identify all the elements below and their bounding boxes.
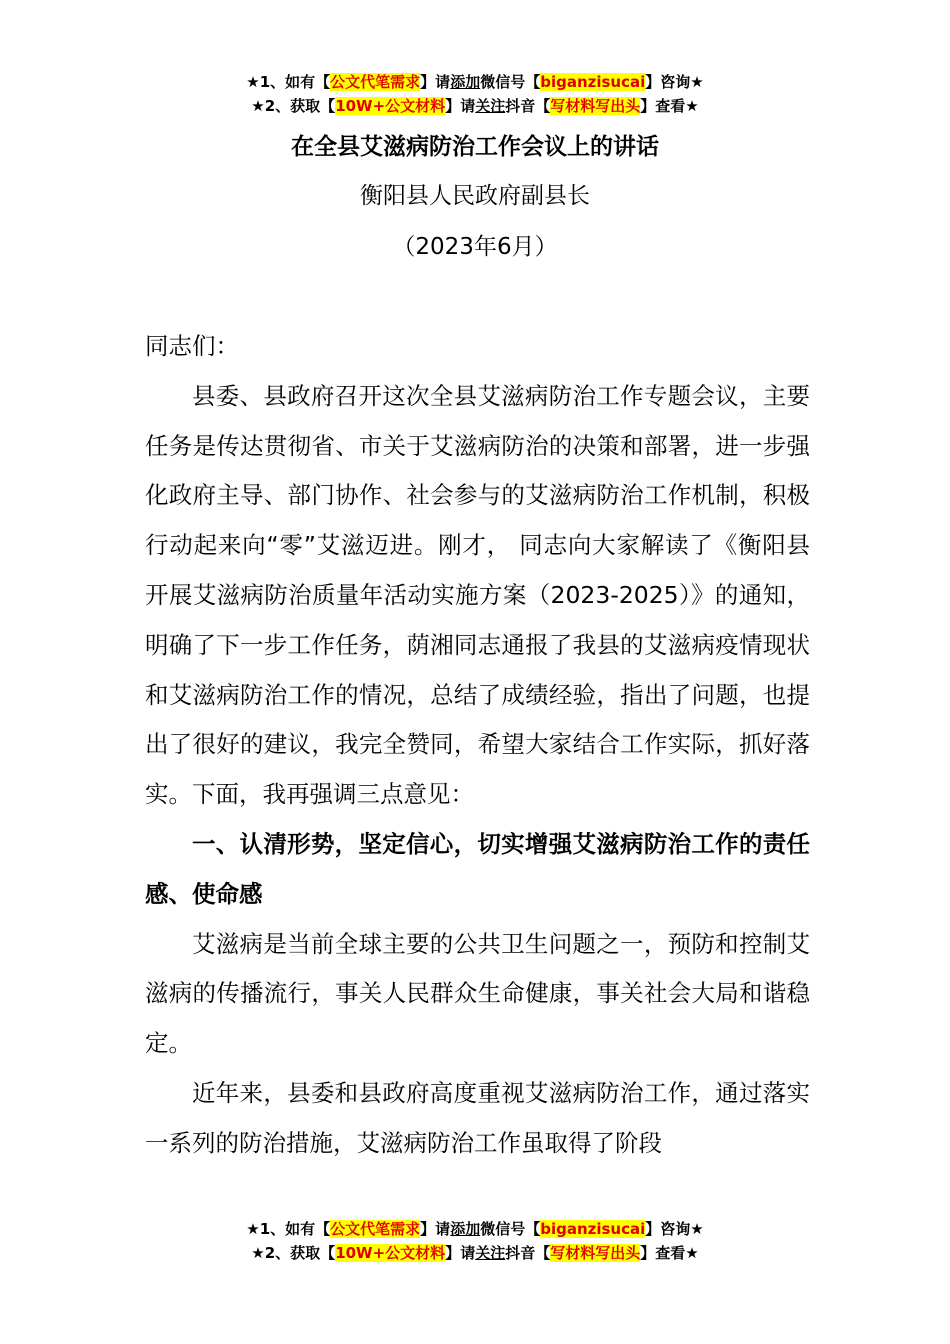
promo-text: 微信号【: [480, 73, 541, 91]
promo-text: 】请: [445, 97, 476, 115]
promo-highlight: 10W+公文材料: [335, 1244, 446, 1262]
promo-underline: 添加: [450, 73, 481, 91]
promo-text: 】查看★: [640, 97, 699, 115]
document-author: 衡阳县人民政府副县长: [360, 183, 590, 209]
promo-line-2: [0, 94, 950, 118]
promo-underline: 关注: [475, 97, 506, 115]
promo-highlight: 公文代笔需求: [330, 1220, 421, 1238]
salutation: 同志们：: [145, 332, 239, 360]
promo-text: 】请: [445, 1244, 476, 1262]
promo-line-1: [0, 70, 950, 94]
document-date: （2023年6月）: [392, 234, 558, 260]
document-title: 在全县艾滋病防治工作会议上的讲话: [291, 134, 659, 160]
promo-text: ★2、获取【: [251, 1244, 336, 1262]
promo-text: 抖音【: [505, 97, 551, 115]
promo-highlight: 公文代笔需求: [330, 73, 421, 91]
paragraph: 艾滋病是当前全球主要的公共卫生问题之一，预防和控制艾滋病的传播流行，事关人民群众生命健康，事关社会大局和谐稳定。: [145, 929, 810, 1058]
promo-text: 微信号【: [480, 1220, 541, 1238]
section-heading: 一、认清形势，坚定信心，切实增强艾滋病防治工作的责任感、使命感: [145, 829, 810, 908]
promo-line-2: [0, 1241, 950, 1265]
promo-highlight: 写材料写出头: [550, 97, 641, 115]
promo-highlight: biganzisucai: [540, 73, 646, 91]
promo-underline: 添加: [450, 1220, 481, 1238]
promo-banner-bottom: [0, 1217, 950, 1265]
promo-text: ★2、获取【: [251, 97, 336, 115]
promo-highlight: 10W+公文材料: [335, 97, 446, 115]
promo-underline: 关注: [475, 1244, 506, 1262]
promo-text: 】咨询★: [645, 73, 704, 91]
promo-highlight: 写材料写出头: [550, 1244, 641, 1262]
promo-text: 】请: [420, 73, 451, 91]
promo-text: 】请: [420, 1220, 451, 1238]
document-body: [145, 322, 810, 1169]
promo-text: 抖音【: [505, 1244, 551, 1262]
promo-text: ★1、如有【: [246, 73, 331, 91]
paragraph: 近年来，县委和县政府高度重视艾滋病防治工作，通过落实一系列的防治措施，艾滋病防治工作虽取得了阶段: [145, 1078, 810, 1157]
promo-text: ★1、如有【: [246, 1220, 331, 1238]
promo-highlight: biganzisucai: [540, 1220, 646, 1238]
paragraph: 县委、县政府召开这次全县艾滋病防治工作专题会议，主要任务是传达贯彻省、市关于艾滋病防治的决策和部署，进一步强化政府主导、部门协作、社会参与的艾滋病防治工作机制，积极行动起来向“零”艾滋迈进。刚才， 同志向大家解读了《衡阳县开展艾滋病防治质量年活动实施方案（2023-2025）》的通知，明确了下一步工作任务，荫湘同志通报了我县的艾滋病疫情现状和艾滋病防治工作的情况，总结了成绩经验，指出了问题，也提出了很好的建议，我完全赞同，希望大家结合工作实际，抓好落实。下面，我再强调三点意见：: [145, 381, 810, 809]
promo-text: 】查看★: [640, 1244, 699, 1262]
promo-line-1: [0, 1217, 950, 1241]
promo-text: 】咨询★: [645, 1220, 704, 1238]
promo-banner-top: [0, 70, 950, 118]
